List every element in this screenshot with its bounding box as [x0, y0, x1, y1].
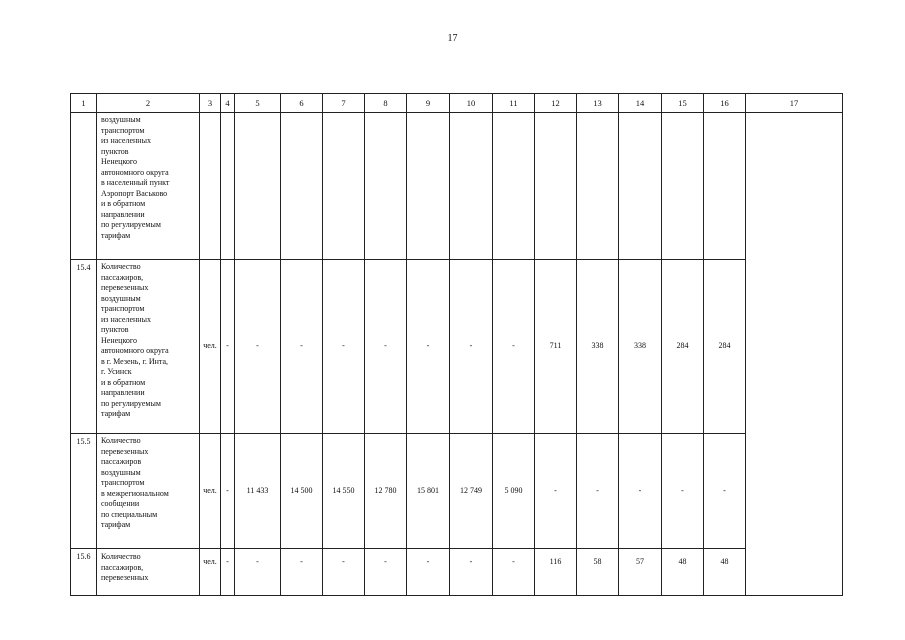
value-cell: -: [535, 434, 577, 549]
value-cell: -: [323, 549, 365, 596]
value-cell: -: [704, 434, 746, 549]
row-number: [71, 113, 97, 260]
value-cell: -: [493, 549, 535, 596]
row-number: 15.5: [71, 434, 97, 549]
value-cell: 338: [619, 260, 662, 434]
value-cell: 338: [577, 260, 619, 434]
value-cell: [450, 113, 493, 260]
header-cell: 10: [450, 94, 493, 113]
table-row: [71, 260, 843, 434]
value-cell: 15 801: [407, 434, 450, 549]
table-row: [71, 113, 843, 260]
column-17-cell: [746, 113, 843, 596]
header-cell: 1: [71, 94, 97, 113]
value-cell: -: [450, 549, 493, 596]
header-cell: 8: [365, 94, 407, 113]
value-cell: -: [235, 260, 281, 434]
value-cell: -: [493, 260, 535, 434]
row-description: Количество перевезенных пассажиров воздушным транспортом в межрегиональном сообщении по специальным тарифам: [97, 434, 200, 549]
col4-cell: [221, 113, 235, 260]
value-cell: -: [365, 549, 407, 596]
header-cell: 2: [97, 94, 200, 113]
col4-cell: -: [221, 434, 235, 549]
value-cell: 57: [619, 549, 662, 596]
row-description: Количество пассажиров, перевезенных: [97, 549, 200, 596]
value-cell: -: [235, 549, 281, 596]
table-row: [71, 549, 843, 596]
value-cell: [619, 113, 662, 260]
unit-cell: чел.: [200, 434, 221, 549]
header-cell: 5: [235, 94, 281, 113]
page-number: 17: [447, 33, 458, 44]
value-cell: -: [662, 434, 704, 549]
value-cell: [407, 113, 450, 260]
value-cell: 284: [662, 260, 704, 434]
unit-cell: чел.: [200, 549, 221, 596]
value-cell: -: [577, 434, 619, 549]
value-cell: [704, 113, 746, 260]
value-cell: 5 090: [493, 434, 535, 549]
value-cell: 14 500: [281, 434, 323, 549]
data-table: [70, 93, 843, 596]
value-cell: -: [281, 549, 323, 596]
value-cell: [662, 113, 704, 260]
header-row: [71, 94, 843, 113]
row-description: воздушным транспортом из населенных пунктов Ненецкого автономного округа в населенный пункт Аэропорт Васьково и в обратном направлении по регулируемым тарифам: [97, 113, 200, 260]
value-cell: 116: [535, 549, 577, 596]
header-cell: 14: [619, 94, 662, 113]
header-cell: 15: [662, 94, 704, 113]
header-cell: 4: [221, 94, 235, 113]
value-cell: 711: [535, 260, 577, 434]
header-cell: 17: [746, 94, 843, 113]
value-cell: -: [407, 260, 450, 434]
header-cell: 9: [407, 94, 450, 113]
value-cell: 48: [662, 549, 704, 596]
value-cell: -: [281, 260, 323, 434]
header-cell: 3: [200, 94, 221, 113]
table-row: [71, 434, 843, 549]
value-cell: -: [323, 260, 365, 434]
header-cell: 13: [577, 94, 619, 113]
value-cell: -: [450, 260, 493, 434]
unit-cell: [200, 113, 221, 260]
row-number: 15.4: [71, 260, 97, 434]
value-cell: -: [407, 549, 450, 596]
value-cell: 11 433: [235, 434, 281, 549]
value-cell: [281, 113, 323, 260]
header-cell: 7: [323, 94, 365, 113]
header-cell: 11: [493, 94, 535, 113]
row-number: 15.6: [71, 549, 97, 596]
unit-cell: чел.: [200, 260, 221, 434]
value-cell: [323, 113, 365, 260]
col4-cell: -: [221, 260, 235, 434]
value-cell: [235, 113, 281, 260]
header-cell: 12: [535, 94, 577, 113]
value-cell: -: [365, 260, 407, 434]
col4-cell: -: [221, 549, 235, 596]
value-cell: 12 749: [450, 434, 493, 549]
value-cell: 12 780: [365, 434, 407, 549]
value-cell: [365, 113, 407, 260]
value-cell: [577, 113, 619, 260]
value-cell: 284: [704, 260, 746, 434]
value-cell: 48: [704, 549, 746, 596]
value-cell: -: [619, 434, 662, 549]
value-cell: 58: [577, 549, 619, 596]
header-cell: 16: [704, 94, 746, 113]
row-description: Количество пассажиров, перевезенных воздушным транспортом из населенных пунктов Ненецкого автономного округа в г. Мезень, г. Инта, г. Усинск и в обратном направлении по регулируемым тарифам: [97, 260, 200, 434]
value-cell: 14 550: [323, 434, 365, 549]
header-cell: 6: [281, 94, 323, 113]
value-cell: [493, 113, 535, 260]
value-cell: [535, 113, 577, 260]
